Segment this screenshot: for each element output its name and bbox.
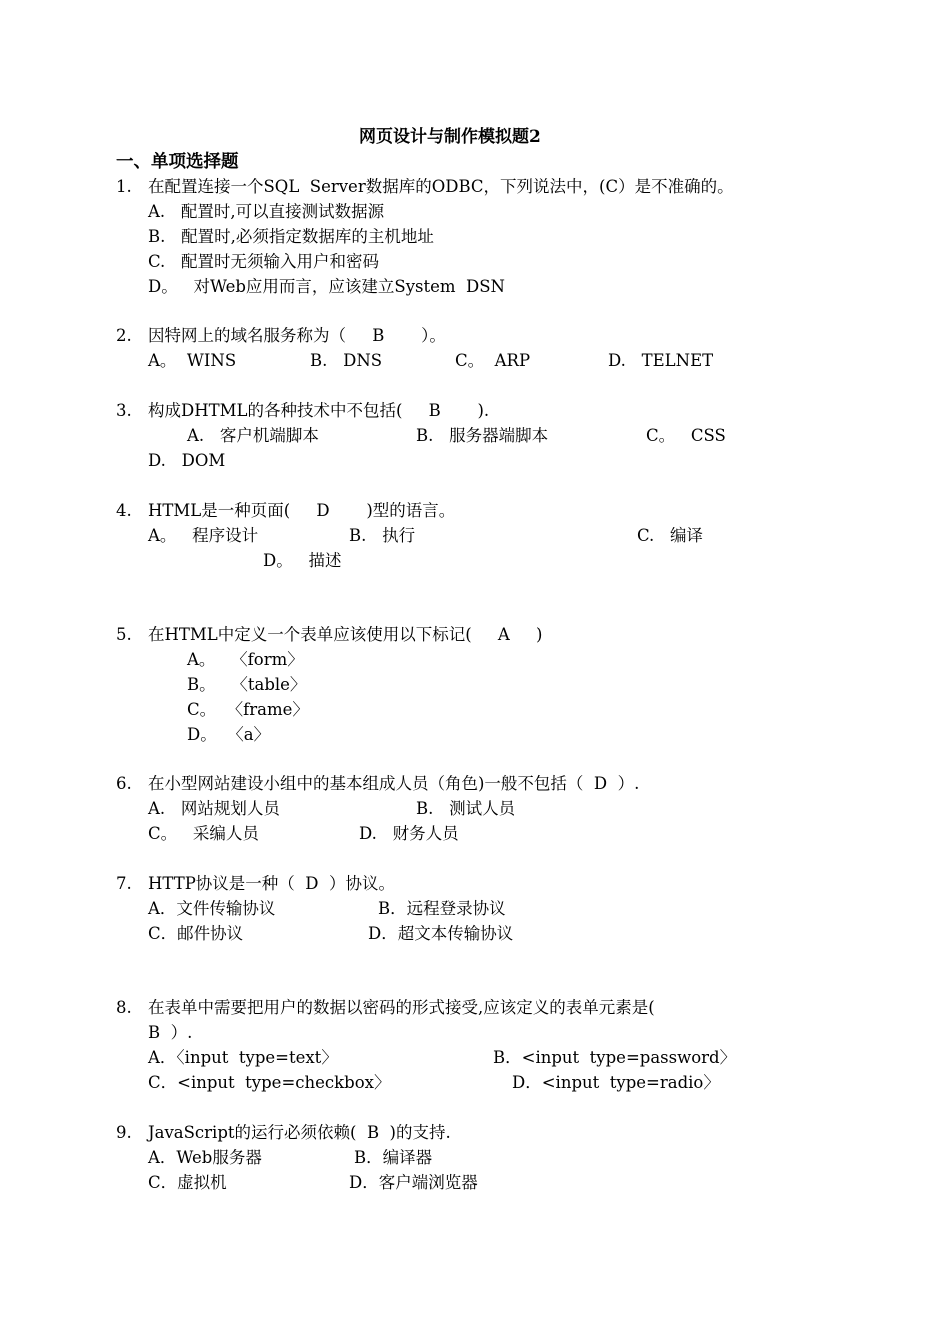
option-d: D. TELNET <box>608 351 714 370</box>
option-c: C．<input type=checkbox〉 <box>148 1073 391 1092</box>
option-d: D．超文本传输协议 <box>368 924 514 943</box>
option-b: B. 执行 <box>349 526 416 545</box>
question-number: 2. <box>116 326 132 345</box>
option-c: C. 编译 <box>637 526 704 545</box>
option-a: A。 〈form〉 <box>187 650 304 669</box>
question-stem: 在HTML中定义一个表单应该使用以下标记( A ) <box>148 625 543 644</box>
option-a: A。 WINS <box>148 351 237 370</box>
question-stem: 在表单中需要把用户的数据以密码的形式接受,应该定义的表单元素是( <box>148 998 655 1017</box>
question-number: 9. <box>116 1123 132 1142</box>
document-title: 网页设计与制作模拟题2 <box>359 127 541 147</box>
option-b: B. 配置时,必须指定数据库的主机地址 <box>148 227 434 246</box>
option-c: C．虚拟机 <box>148 1173 227 1192</box>
question-number: 3. <box>116 401 132 420</box>
question-number: 7. <box>116 874 132 893</box>
question-stem: 在配置连接一个SQL Server数据库的ODBC，下列说法中，(C）是不准确的。 <box>148 177 734 196</box>
option-c: C。 CSS <box>646 426 726 445</box>
option-b: B．远程登录协议 <box>378 899 506 918</box>
question-number: 8. <box>116 998 132 1017</box>
option-a: A．Web服务器 <box>148 1148 262 1167</box>
option-b: B. DNS <box>310 351 383 370</box>
option-a: A. 配置时,可以直接测试数据源 <box>148 202 385 221</box>
question-number: 1. <box>116 177 132 196</box>
option-c: C。 采编人员 <box>148 824 259 843</box>
option-a: A. 客户机端脚本 <box>187 426 319 445</box>
question-number: 6. <box>116 774 132 793</box>
option-d: D. DOM <box>148 451 226 470</box>
option-b: B. 服务器端脚本 <box>416 426 549 445</box>
question-stem: 构成DHTML的各种技术中不包括( B ). <box>148 401 490 420</box>
question-number: 5. <box>116 625 132 644</box>
option-b: B．编译器 <box>354 1148 433 1167</box>
question-stem: 在小型网站建设小组中的基本组成人员（角色)一般不包括（ D ）. <box>148 774 640 793</box>
question-number: 4. <box>116 501 132 520</box>
option-c: C. 配置时无须输入用户和密码 <box>148 252 380 271</box>
option-b: B. 测试人员 <box>416 799 516 818</box>
question-stem: JavaScript的运行必须依赖( B )的支持. <box>148 1123 451 1142</box>
question-stem: 因特网上的域名服务称为（ B ）。 <box>148 326 446 345</box>
question-stem-continued: B ）. <box>148 1023 193 1042</box>
option-b: B．<input type=password〉 <box>493 1048 737 1067</box>
option-d: D。 对Web应用而言，应该建立System DSN <box>148 277 505 296</box>
option-c: C。 ARP <box>455 351 531 370</box>
option-a: A．文件传输协议 <box>148 899 276 918</box>
option-c: C．邮件协议 <box>148 924 244 943</box>
section-heading: 一、单项选择题 <box>116 152 239 172</box>
option-d: D. 财务人员 <box>359 824 459 843</box>
option-a: A．〈input type=text〉 <box>148 1048 338 1067</box>
option-a: A. 网站规划人员 <box>148 799 280 818</box>
question-stem: HTML是一种页面( D )型的语言。 <box>148 501 456 520</box>
option-a: A。 程序设计 <box>148 526 259 545</box>
option-d: D．客户端浏览器 <box>349 1173 478 1192</box>
option-d: D．<input type=radio〉 <box>512 1073 720 1092</box>
option-d: D。 描述 <box>263 551 342 570</box>
option-c: C。 〈frame〉 <box>187 700 309 719</box>
option-d: D。 〈a〉 <box>187 725 271 744</box>
question-stem: HTTP协议是一种（ D ）协议。 <box>148 874 396 893</box>
option-b: B。 〈table〉 <box>187 675 307 694</box>
